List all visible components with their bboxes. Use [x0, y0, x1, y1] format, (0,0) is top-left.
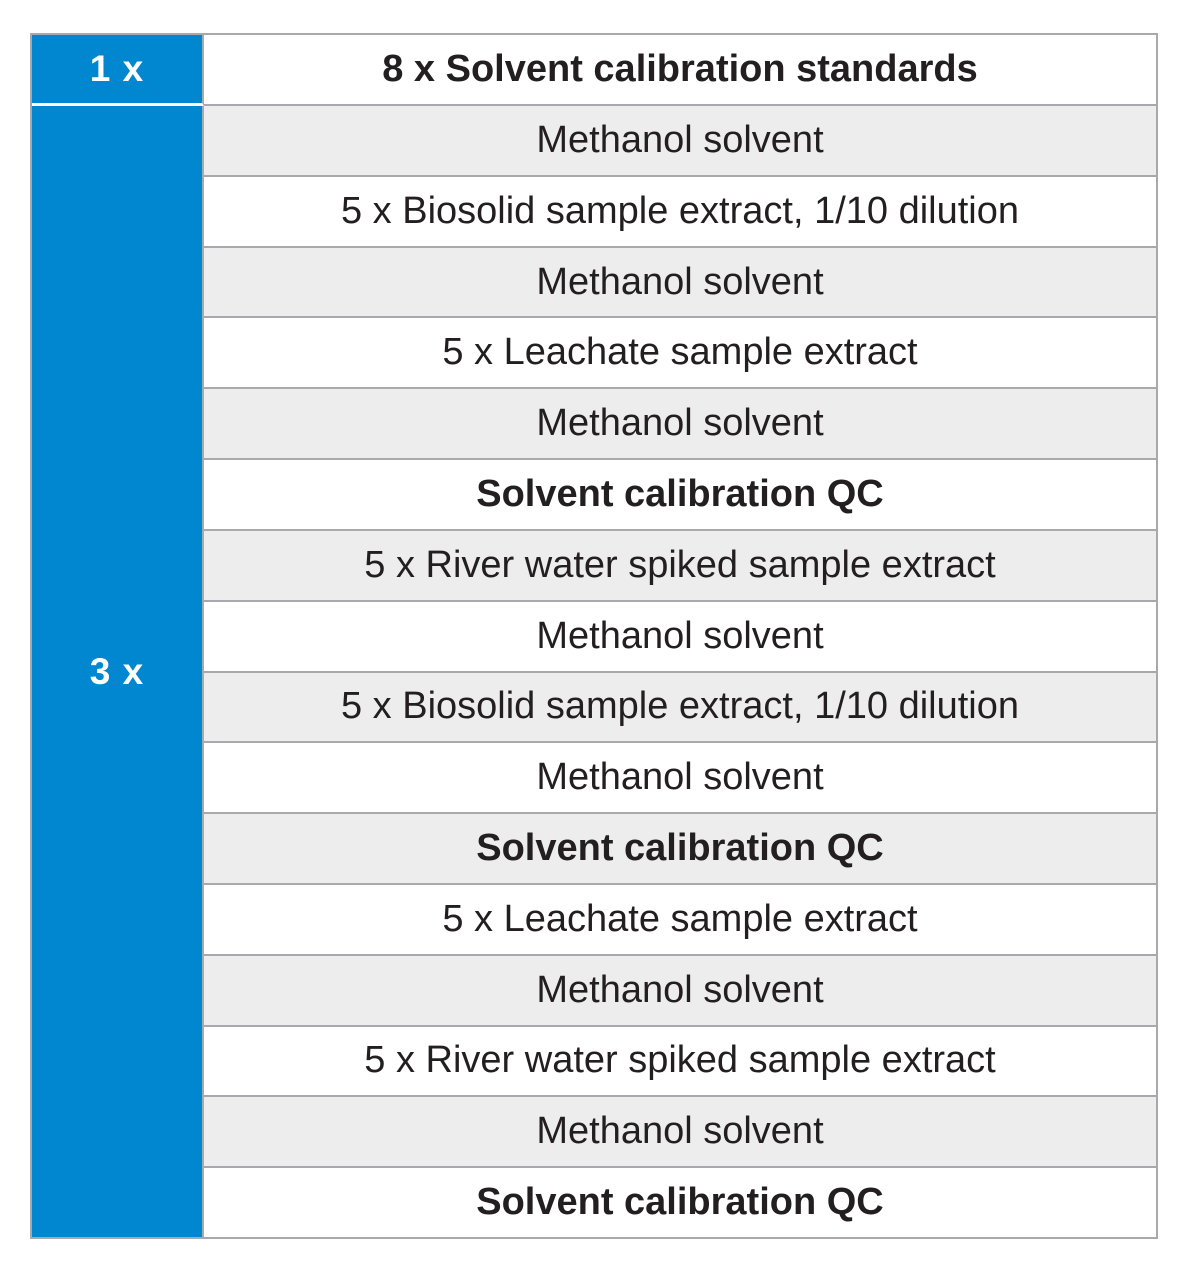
sequence-table [30, 33, 1158, 1239]
repeat-count-header: 1 x [32, 35, 204, 106]
sequence-row: 5 x River water spiked sample extract [204, 531, 1156, 602]
repeat-count-block: 3 x [32, 106, 204, 1237]
calibration-standards-header: 8 x Solvent calibration standards [204, 35, 1156, 106]
sequence-row: Methanol solvent [204, 106, 1156, 177]
sequence-row: Solvent calibration QC [204, 1168, 1156, 1237]
sequence-row: Methanol solvent [204, 956, 1156, 1027]
sequence-rows [204, 106, 1156, 1237]
sequence-row: 5 x Leachate sample extract [204, 885, 1156, 956]
sequence-row: Solvent calibration QC [204, 460, 1156, 531]
sequence-row: 5 x Leachate sample extract [204, 318, 1156, 389]
sequence-row: Solvent calibration QC [204, 814, 1156, 885]
sequence-row: 5 x Biosolid sample extract, 1/10 dilution [204, 673, 1156, 744]
sequence-row: Methanol solvent [204, 1097, 1156, 1168]
sequence-row: Methanol solvent [204, 602, 1156, 673]
sequence-row: Methanol solvent [204, 389, 1156, 460]
sequence-row: 5 x Biosolid sample extract, 1/10 dilution [204, 177, 1156, 248]
sequence-row: Methanol solvent [204, 743, 1156, 814]
sequence-row: 5 x River water spiked sample extract [204, 1027, 1156, 1098]
sequence-row: Methanol solvent [204, 248, 1156, 319]
